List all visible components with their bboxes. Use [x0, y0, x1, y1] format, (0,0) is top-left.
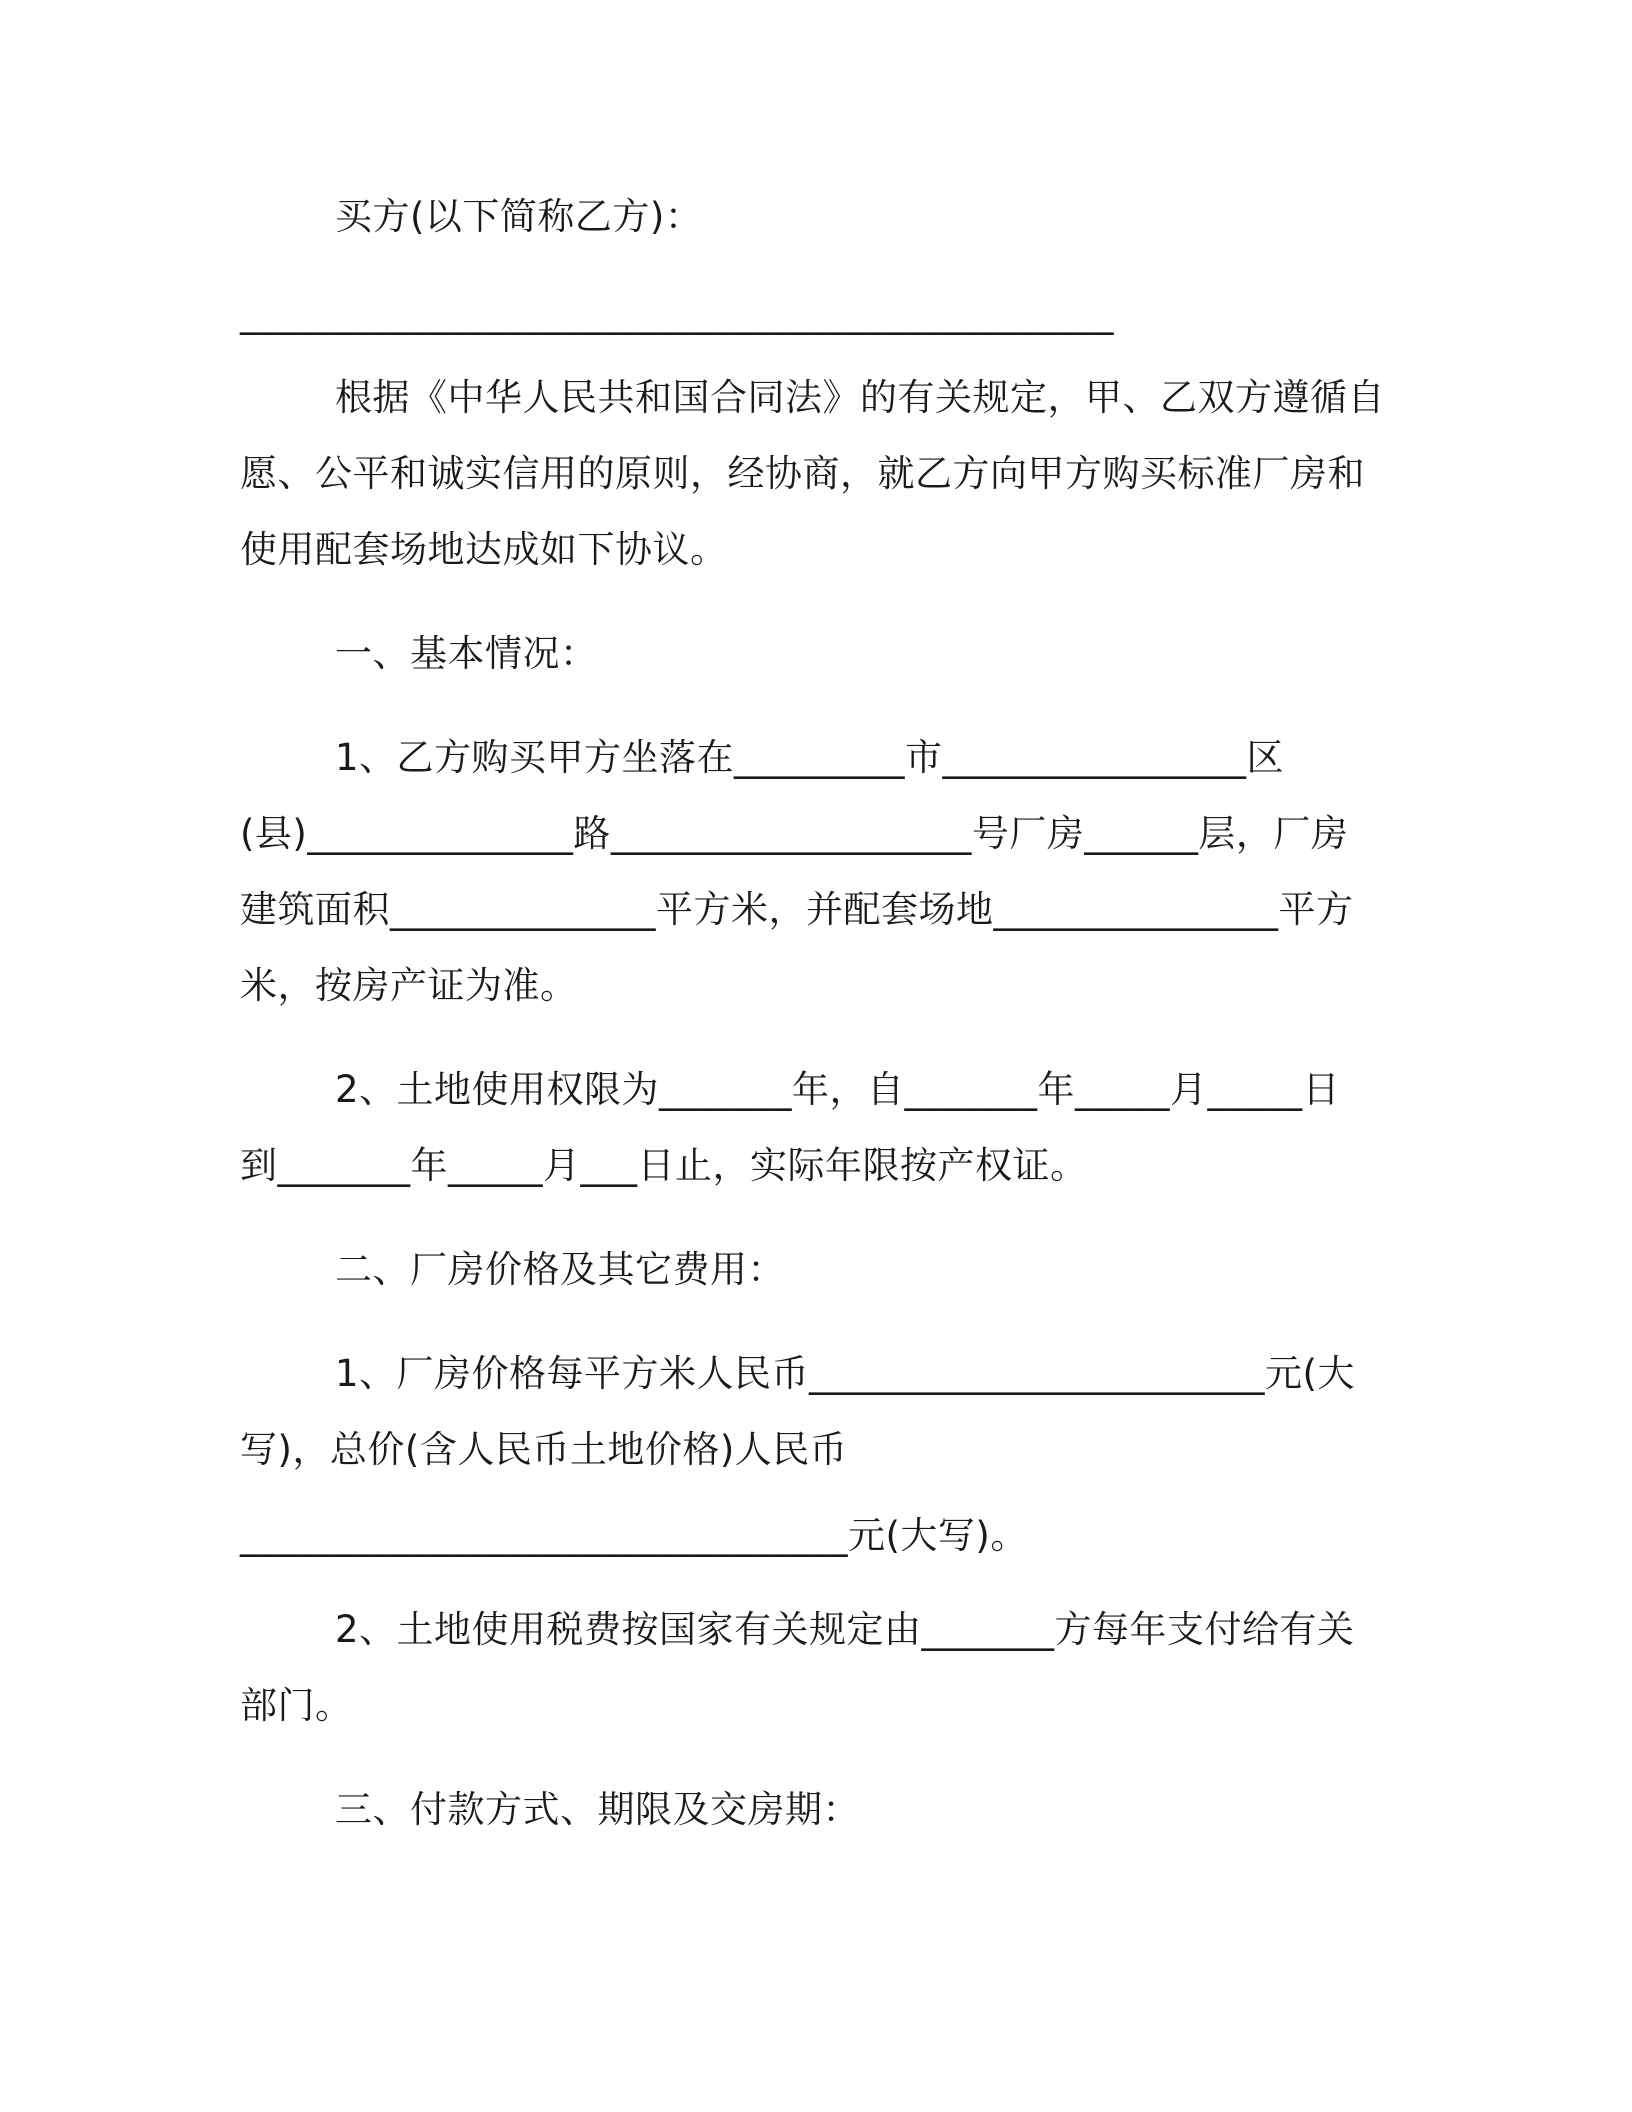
section2-item2-line-1: 2、土地使用税费按国家有关规定由_______方每年支付给有关 [335, 1608, 1355, 1651]
section1-item1-line-3: 建筑面积______________平方米，并配套场地_______________平方 [240, 888, 1354, 931]
section2-item1-line-3: ________________________________元(大写)。 [240, 1514, 1028, 1557]
preamble-line-1: 根据《中华人民共和国合同法》的有关规定，甲、乙双方遵循自 [335, 376, 1385, 419]
buyer-blank-line: ______________________________________________ [240, 292, 1114, 335]
section2-item1-line-1: 1、厂房价格每平方米人民币________________________元(大 [335, 1352, 1355, 1395]
section2-heading: 二、厂房价格及其它费用： [335, 1248, 785, 1291]
section1-item1-line-1: 1、乙方购买甲方坐落在_________市________________区 [335, 736, 1285, 779]
section1-item2-line-1: 2、土地使用权限为_______年，自_______年_____月_____日 [335, 1068, 1341, 1111]
section1-heading: 一、基本情况： [335, 632, 598, 675]
buyer-label: 买方(以下简称乙方)： [335, 195, 703, 238]
preamble-line-3: 使用配套场地达成如下协议。 [240, 528, 728, 571]
section3-heading: 三、付款方式、期限及交房期： [335, 1788, 860, 1831]
section2-item2-line-2: 部门。 [240, 1684, 353, 1727]
section2-item1-line-2: 写)，总价(含人民币土地价格)人民币 [240, 1428, 848, 1471]
preamble-line-2: 愿、公平和诚实信用的原则，经协商，就乙方向甲方购买标准厂房和 [240, 452, 1365, 495]
section1-item2-line-2: 到_______年_____月___日止，实际年限按产权证。 [240, 1144, 1088, 1187]
section1-item1-line-4: 米，按房产证为准。 [240, 964, 578, 1007]
section1-item1-line-2: (县)______________路___________________号厂房______层，厂房 [240, 812, 1349, 855]
